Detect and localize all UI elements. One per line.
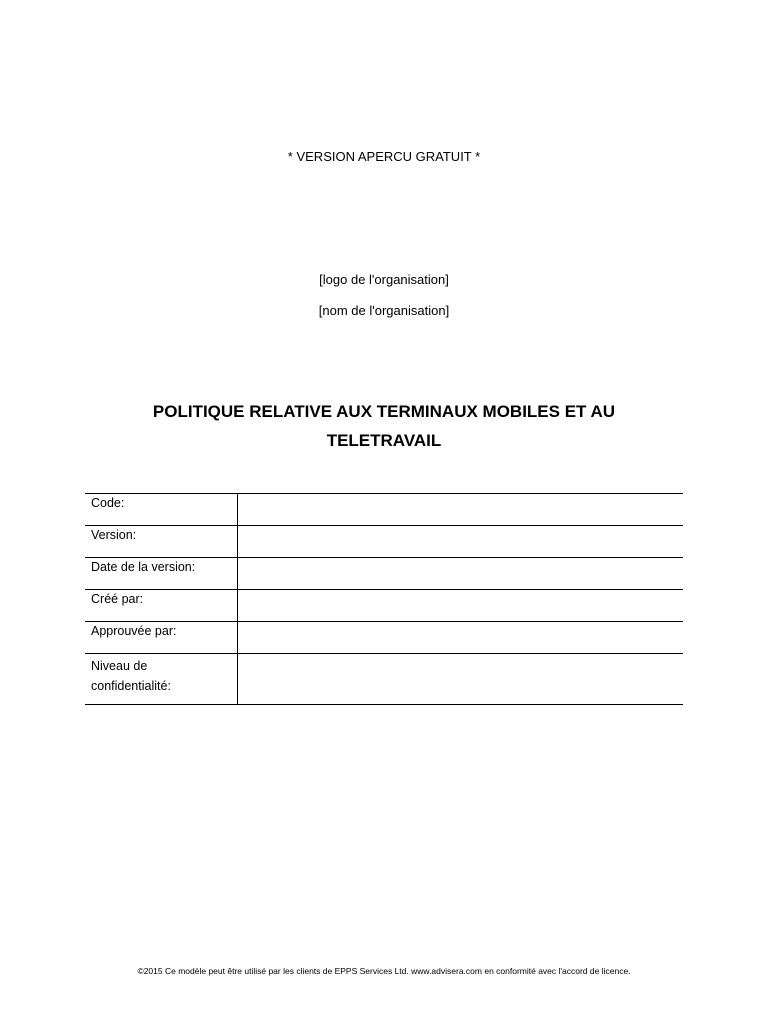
- version-date-value: [238, 558, 684, 590]
- code-label: Code:: [85, 494, 238, 526]
- version-label: Version:: [85, 526, 238, 558]
- organization-name-placeholder: [nom de l'organisation]: [318, 303, 450, 318]
- approved-by-value: [238, 622, 684, 654]
- copyright-footer: ©2015 Ce modèle peut être utilisé par les clients de EPPS Services Ltd. www.advisera.com en conformité avec l'accord de licence.: [137, 966, 631, 976]
- document-title-line2: TELETRAVAIL: [326, 431, 442, 450]
- confidentiality-label-line2: confidentialité:: [91, 679, 171, 693]
- table-row: [85, 654, 683, 705]
- version-date-label: Date de la version:: [85, 558, 238, 590]
- code-value: [238, 494, 684, 526]
- table-row: [85, 494, 683, 526]
- confidentiality-level-value: [238, 654, 684, 705]
- table-row: [85, 558, 683, 590]
- document-title-line1: POLITIQUE RELATIVE AUX TERMINAUX MOBILES ET AU: [152, 402, 616, 421]
- table-row: [85, 622, 683, 654]
- table-row: [85, 526, 683, 558]
- confidentiality-level-label: [85, 654, 238, 705]
- version-value: [238, 526, 684, 558]
- table-row: [85, 590, 683, 622]
- created-by-label: Créé par:: [85, 590, 238, 622]
- document-metadata-table: [85, 493, 683, 705]
- approved-by-label: Approuvée par:: [85, 622, 238, 654]
- preview-watermark: * VERSION APERCU GRATUIT *: [287, 149, 481, 164]
- confidentiality-label-line1: Niveau de: [91, 659, 148, 673]
- organization-logo-placeholder: [logo de l'organisation]: [319, 272, 449, 287]
- document-title: [120, 397, 648, 455]
- created-by-value: [238, 590, 684, 622]
